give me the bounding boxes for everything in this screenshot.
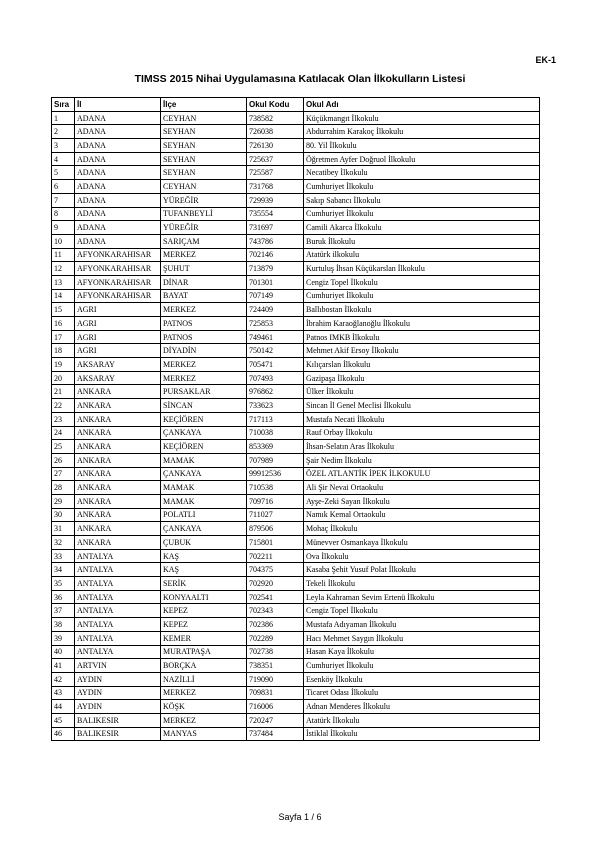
table-row xyxy=(52,604,540,618)
cell-il: AFYONKARAHISAR xyxy=(75,262,161,276)
cell-sira: 32 xyxy=(52,536,75,550)
cell-okul-adi: Gazipaşa İlkokulu xyxy=(304,371,540,385)
cell-okul-kodu: 738351 xyxy=(247,659,304,673)
table-row xyxy=(52,344,540,358)
cell-ilce: KAŞ xyxy=(161,563,247,577)
cell-ilce: ÇUBUK xyxy=(161,536,247,550)
cell-il: ANKARA xyxy=(75,399,161,413)
cell-ilce: YÜREĞİR xyxy=(161,221,247,235)
cell-okul-adi: Mustafa Necati İlkokulu xyxy=(304,412,540,426)
cell-okul-kodu: 707149 xyxy=(247,289,304,303)
cell-okul-adi: Atatürk ilkokulu xyxy=(304,248,540,262)
cell-okul-kodu: 701301 xyxy=(247,275,304,289)
cell-sira: 40 xyxy=(52,645,75,659)
cell-sira: 7 xyxy=(52,193,75,207)
cell-ilce: MERKEZ xyxy=(161,248,247,262)
cell-okul-adi: Cengiz Topel İlkokulu xyxy=(304,604,540,618)
cell-il: ADANA xyxy=(75,193,161,207)
cell-okul-adi: Hacı Mehmet Saygın İlkokulu xyxy=(304,631,540,645)
cell-okul-adi: Cumhuriyet İlkokulu xyxy=(304,207,540,221)
cell-sira: 41 xyxy=(52,659,75,673)
cell-okul-kodu: 709716 xyxy=(247,494,304,508)
cell-sira: 3 xyxy=(52,139,75,153)
cell-okul-adi: Abdurrahim Karakoç İlkokulu xyxy=(304,125,540,139)
table-row xyxy=(52,166,540,180)
table-row xyxy=(52,412,540,426)
table-row xyxy=(52,590,540,604)
cell-sira: 18 xyxy=(52,344,75,358)
cell-okul-adi: Necatibey İlkokulu xyxy=(304,166,540,180)
cell-sira: 15 xyxy=(52,303,75,317)
cell-okul-kodu: 738582 xyxy=(247,111,304,125)
table-row xyxy=(52,440,540,454)
cell-okul-adi: Ali Şir Nevai Ortaokulu xyxy=(304,481,540,495)
table-row xyxy=(52,275,540,289)
table-row xyxy=(52,713,540,727)
cell-sira: 37 xyxy=(52,604,75,618)
table-row xyxy=(52,686,540,700)
cell-okul-kodu: 725853 xyxy=(247,317,304,331)
cell-ilce: MAMAK xyxy=(161,494,247,508)
cell-okul-adi: Sincan İl Genel Meclisi İlkokulu xyxy=(304,399,540,413)
table-row xyxy=(52,289,540,303)
table-row xyxy=(52,248,540,262)
cell-sira: 19 xyxy=(52,358,75,372)
cell-sira: 10 xyxy=(52,234,75,248)
cell-ilce: DİNAR xyxy=(161,275,247,289)
schools-table xyxy=(51,97,540,741)
cell-okul-kodu: 716006 xyxy=(247,700,304,714)
cell-okul-adi: Rauf Orbay İlkokulu xyxy=(304,426,540,440)
cell-il: AGRI xyxy=(75,317,161,331)
cell-sira: 16 xyxy=(52,317,75,331)
cell-il: ADANA xyxy=(75,139,161,153)
table-row xyxy=(52,330,540,344)
cell-ilce: MANYAS xyxy=(161,727,247,741)
cell-il: ADANA xyxy=(75,207,161,221)
cell-il: BALIKESIR xyxy=(75,713,161,727)
table-row xyxy=(52,426,540,440)
cell-sira: 9 xyxy=(52,221,75,235)
cell-il: ADANA xyxy=(75,166,161,180)
cell-il: AKSARAY xyxy=(75,371,161,385)
cell-ilce: MAMAK xyxy=(161,481,247,495)
cell-sira: 46 xyxy=(52,727,75,741)
cell-okul-adi: Cumhuriyet İlkokulu xyxy=(304,180,540,194)
cell-okul-adi: Mohaç İlkokulu xyxy=(304,522,540,536)
cell-il: ANTALYA xyxy=(75,549,161,563)
cell-il: AFYONKARAHISAR xyxy=(75,289,161,303)
cell-ilce: MERKEZ xyxy=(161,713,247,727)
cell-il: ANTALYA xyxy=(75,590,161,604)
cell-sira: 13 xyxy=(52,275,75,289)
cell-il: ANKARA xyxy=(75,494,161,508)
cell-okul-adi: İstiklal İlkokulu xyxy=(304,727,540,741)
cell-okul-kodu: 704375 xyxy=(247,563,304,577)
cell-okul-kodu: 702211 xyxy=(247,549,304,563)
cell-il: ANTALYA xyxy=(75,645,161,659)
cell-okul-kodu: 711027 xyxy=(247,508,304,522)
cell-ilce: KÖŞK xyxy=(161,700,247,714)
cell-ilce: POLATLI xyxy=(161,508,247,522)
cell-ilce: YÜREĞİR xyxy=(161,193,247,207)
cell-ilce: CEYHAN xyxy=(161,180,247,194)
cell-okul-adi: Küçükmangıt İlkokulu xyxy=(304,111,540,125)
cell-okul-kodu: 735554 xyxy=(247,207,304,221)
cell-okul-kodu: 726130 xyxy=(247,139,304,153)
cell-okul-kodu: 729939 xyxy=(247,193,304,207)
cell-okul-adi: Şair Nedim İlkokulu xyxy=(304,453,540,467)
cell-sira: 42 xyxy=(52,672,75,686)
page-title: TIMSS 2015 Nihai Uygulamasına Katılacak Olan İlkokulların Listesi xyxy=(134,73,466,85)
cell-ilce: SARIÇAM xyxy=(161,234,247,248)
cell-okul-kodu: 717113 xyxy=(247,412,304,426)
table-row xyxy=(52,672,540,686)
table-row xyxy=(52,234,540,248)
cell-okul-kodu: 725587 xyxy=(247,166,304,180)
cell-sira: 21 xyxy=(52,385,75,399)
cell-okul-kodu: 750142 xyxy=(247,344,304,358)
cell-okul-kodu: 853369 xyxy=(247,440,304,454)
cell-sira: 8 xyxy=(52,207,75,221)
cell-okul-adi: Ayşe-Zeki Sayan İlkokulu xyxy=(304,494,540,508)
cell-okul-adi: Namık Kemal Ortaokulu xyxy=(304,508,540,522)
cell-okul-adi: Kılıçarslan İlkokulu xyxy=(304,358,540,372)
cell-il: ANKARA xyxy=(75,412,161,426)
header-il: İl xyxy=(75,98,161,112)
table-row xyxy=(52,536,540,550)
cell-sira: 20 xyxy=(52,371,75,385)
table-row xyxy=(52,659,540,673)
cell-okul-adi: Patnos IMKB İlkokulu xyxy=(304,330,540,344)
table-row xyxy=(52,317,540,331)
cell-okul-kodu: 720247 xyxy=(247,713,304,727)
table-row xyxy=(52,494,540,508)
cell-il: ADANA xyxy=(75,125,161,139)
cell-sira: 27 xyxy=(52,467,75,481)
cell-okul-kodu: 705471 xyxy=(247,358,304,372)
cell-il: ANKARA xyxy=(75,522,161,536)
cell-ilce: SEYHAN xyxy=(161,166,247,180)
table-row xyxy=(52,303,540,317)
cell-il: AYDIN xyxy=(75,686,161,700)
cell-il: AGRI xyxy=(75,303,161,317)
cell-ilce: KEÇİÖREN xyxy=(161,412,247,426)
cell-sira: 36 xyxy=(52,590,75,604)
cell-okul-kodu: 737484 xyxy=(247,727,304,741)
cell-sira: 23 xyxy=(52,412,75,426)
cell-ilce: MERKEZ xyxy=(161,686,247,700)
cell-ilce: MERKEZ xyxy=(161,371,247,385)
table-row xyxy=(52,385,540,399)
cell-okul-adi: Ova İlkokulu xyxy=(304,549,540,563)
cell-okul-adi: Sakıp Sabancı İlkokulu xyxy=(304,193,540,207)
cell-okul-adi: Ballıbostan İlkokulu xyxy=(304,303,540,317)
cell-ilce: ŞUHUT xyxy=(161,262,247,276)
table-header-row xyxy=(52,98,540,112)
cell-ilce: KONYAALTI xyxy=(161,590,247,604)
table-row xyxy=(52,358,540,372)
table-row xyxy=(52,549,540,563)
cell-il: ANKARA xyxy=(75,508,161,522)
cell-sira: 17 xyxy=(52,330,75,344)
cell-ilce: KEPEZ xyxy=(161,618,247,632)
cell-okul-kodu: 702738 xyxy=(247,645,304,659)
cell-sira: 31 xyxy=(52,522,75,536)
cell-il: ANKARA xyxy=(75,481,161,495)
cell-okul-adi: Kasaba Şehit Yusuf Polat İlkokulu xyxy=(304,563,540,577)
table-row xyxy=(52,563,540,577)
cell-okul-kodu: 724409 xyxy=(247,303,304,317)
cell-il: ANKARA xyxy=(75,440,161,454)
cell-sira: 25 xyxy=(52,440,75,454)
cell-okul-adi: Mehmet Akif Ersoy İlkokulu xyxy=(304,344,540,358)
cell-ilce: PATNOS xyxy=(161,317,247,331)
cell-ilce: MURATPAŞA xyxy=(161,645,247,659)
cell-okul-kodu: 715801 xyxy=(247,536,304,550)
cell-ilce: SEYHAN xyxy=(161,125,247,139)
cell-okul-adi: Mustafa Adıyaman İlkokulu xyxy=(304,618,540,632)
cell-okul-adi: Öğretmen Ayfer Doğruol İlkokulu xyxy=(304,152,540,166)
cell-okul-kodu: 743786 xyxy=(247,234,304,248)
cell-ilce: ÇANKAYA xyxy=(161,522,247,536)
cell-il: ANKARA xyxy=(75,467,161,481)
table-body xyxy=(52,111,540,741)
cell-okul-adi: İhsan-Selatın Aras İlkokulu xyxy=(304,440,540,454)
table-row xyxy=(52,262,540,276)
cell-ilce: CEYHAN xyxy=(161,111,247,125)
cell-sira: 5 xyxy=(52,166,75,180)
header-okul-adi: Okul Adı xyxy=(304,98,540,112)
cell-il: ADANA xyxy=(75,180,161,194)
cell-ilce: MAMAK xyxy=(161,453,247,467)
cell-il: ANKARA xyxy=(75,426,161,440)
table-row xyxy=(52,522,540,536)
annex-label: EK-1 xyxy=(535,55,556,65)
cell-ilce: PATNOS xyxy=(161,330,247,344)
cell-il: ADANA xyxy=(75,152,161,166)
cell-okul-kodu: 733623 xyxy=(247,399,304,413)
cell-il: ANKARA xyxy=(75,536,161,550)
cell-okul-adi: Tekeli İlkokulu xyxy=(304,577,540,591)
cell-ilce: BORÇKA xyxy=(161,659,247,673)
table-row xyxy=(52,193,540,207)
cell-okul-kodu: 731697 xyxy=(247,221,304,235)
cell-okul-kodu: 710038 xyxy=(247,426,304,440)
cell-ilce: ÇANKAYA xyxy=(161,467,247,481)
table-row xyxy=(52,180,540,194)
cell-okul-kodu: 702541 xyxy=(247,590,304,604)
cell-okul-kodu: 707989 xyxy=(247,453,304,467)
cell-ilce: SEYHAN xyxy=(161,152,247,166)
cell-il: AGRI xyxy=(75,330,161,344)
cell-okul-adi: 80. Yil İlkokulu xyxy=(304,139,540,153)
cell-il: ANTALYA xyxy=(75,563,161,577)
cell-okul-adi: Leyla Kahraman Sevim Ertenü İlkokulu xyxy=(304,590,540,604)
cell-sira: 30 xyxy=(52,508,75,522)
cell-ilce: SİNCAN xyxy=(161,399,247,413)
table-row xyxy=(52,618,540,632)
table-row xyxy=(52,508,540,522)
cell-okul-kodu: 731768 xyxy=(247,180,304,194)
table-row xyxy=(52,727,540,741)
table-row xyxy=(52,152,540,166)
cell-okul-kodu: 976862 xyxy=(247,385,304,399)
cell-ilce: KEPEZ xyxy=(161,604,247,618)
table-row xyxy=(52,481,540,495)
cell-okul-kodu: 710538 xyxy=(247,481,304,495)
table-row xyxy=(52,207,540,221)
cell-sira: 1 xyxy=(52,111,75,125)
table-row xyxy=(52,453,540,467)
cell-sira: 35 xyxy=(52,577,75,591)
cell-il: ANKARA xyxy=(75,453,161,467)
cell-il: ADANA xyxy=(75,221,161,235)
table-row xyxy=(52,631,540,645)
table-row xyxy=(52,700,540,714)
table-row xyxy=(52,577,540,591)
table-row xyxy=(52,139,540,153)
cell-sira: 44 xyxy=(52,700,75,714)
cell-okul-kodu: 719090 xyxy=(247,672,304,686)
cell-okul-kodu: 702289 xyxy=(247,631,304,645)
table-row xyxy=(52,221,540,235)
cell-il: ADANA xyxy=(75,234,161,248)
cell-sira: 39 xyxy=(52,631,75,645)
cell-sira: 29 xyxy=(52,494,75,508)
cell-il: ARTVIN xyxy=(75,659,161,673)
cell-ilce: ÇANKAYA xyxy=(161,426,247,440)
cell-ilce: NAZİLLİ xyxy=(161,672,247,686)
cell-sira: 4 xyxy=(52,152,75,166)
cell-okul-kodu: 707493 xyxy=(247,371,304,385)
cell-il: AKSARAY xyxy=(75,358,161,372)
cell-il: AFYONKARAHISAR xyxy=(75,275,161,289)
table-row xyxy=(52,467,540,481)
cell-sira: 14 xyxy=(52,289,75,303)
cell-okul-kodu: 99912536 xyxy=(247,467,304,481)
cell-okul-adi: Münevver Osmankaya İlkokulu xyxy=(304,536,540,550)
page-footer: Sayfa 1 / 6 xyxy=(278,812,322,822)
cell-il: ANTALYA xyxy=(75,618,161,632)
cell-il: ANTALYA xyxy=(75,631,161,645)
cell-okul-adi: Kurtuluş İhsan Küçükarslan İlkokulu xyxy=(304,262,540,276)
cell-okul-adi: Cumhuriyet İlkokulu xyxy=(304,289,540,303)
cell-ilce: DİYADİN xyxy=(161,344,247,358)
cell-il: ANTALYA xyxy=(75,577,161,591)
cell-okul-kodu: 709831 xyxy=(247,686,304,700)
cell-sira: 24 xyxy=(52,426,75,440)
cell-okul-kodu: 726038 xyxy=(247,125,304,139)
table-row xyxy=(52,371,540,385)
cell-okul-adi: Ticaret Odası İlkokulu xyxy=(304,686,540,700)
cell-okul-adi: Cengiz Topel İlkokulu xyxy=(304,275,540,289)
cell-okul-kodu: 713879 xyxy=(247,262,304,276)
cell-sira: 26 xyxy=(52,453,75,467)
cell-okul-kodu: 749461 xyxy=(247,330,304,344)
cell-okul-kodu: 879506 xyxy=(247,522,304,536)
cell-ilce: MERKEZ xyxy=(161,303,247,317)
cell-il: AYDIN xyxy=(75,672,161,686)
cell-sira: 6 xyxy=(52,180,75,194)
cell-ilce: MERKEZ xyxy=(161,358,247,372)
cell-il: BALIKESIR xyxy=(75,727,161,741)
cell-okul-adi: ÖZEL ATLANTİK İPEK İLKOKULU xyxy=(304,467,540,481)
cell-sira: 38 xyxy=(52,618,75,632)
cell-ilce: PURSAKLAR xyxy=(161,385,247,399)
cell-sira: 2 xyxy=(52,125,75,139)
cell-ilce: SEYHAN xyxy=(161,139,247,153)
header-ilce: İlçe xyxy=(161,98,247,112)
table-row xyxy=(52,125,540,139)
cell-ilce: SERİK xyxy=(161,577,247,591)
cell-sira: 28 xyxy=(52,481,75,495)
table-row xyxy=(52,399,540,413)
header-okul-kodu: Okul Kodu xyxy=(247,98,304,112)
cell-okul-kodu: 702920 xyxy=(247,577,304,591)
cell-il: AYDIN xyxy=(75,700,161,714)
cell-okul-kodu: 702343 xyxy=(247,604,304,618)
cell-il: ANTALYA xyxy=(75,604,161,618)
cell-sira: 22 xyxy=(52,399,75,413)
cell-sira: 11 xyxy=(52,248,75,262)
cell-sira: 43 xyxy=(52,686,75,700)
cell-sira: 34 xyxy=(52,563,75,577)
cell-okul-adi: Camili Akarca İlkokulu xyxy=(304,221,540,235)
cell-okul-kodu: 725637 xyxy=(247,152,304,166)
cell-okul-adi: Adnan Menderes İlkokulu xyxy=(304,700,540,714)
cell-il: AGRI xyxy=(75,344,161,358)
cell-sira: 45 xyxy=(52,713,75,727)
cell-ilce: BAYAT xyxy=(161,289,247,303)
cell-okul-adi: Atatürk İlkokulu xyxy=(304,713,540,727)
cell-sira: 33 xyxy=(52,549,75,563)
cell-ilce: KEMER xyxy=(161,631,247,645)
table-row xyxy=(52,645,540,659)
cell-okul-adi: Buruk İlkokulu xyxy=(304,234,540,248)
cell-ilce: KAŞ xyxy=(161,549,247,563)
cell-ilce: TUFANBEYLİ xyxy=(161,207,247,221)
cell-okul-kodu: 702386 xyxy=(247,618,304,632)
cell-ilce: KEÇİÖREN xyxy=(161,440,247,454)
cell-okul-adi: Ülker İlkokulu xyxy=(304,385,540,399)
cell-okul-adi: Hasan Kaya İlkokulu xyxy=(304,645,540,659)
cell-okul-kodu: 702146 xyxy=(247,248,304,262)
cell-okul-adi: İbrahim Karaoğlanoğlu İlkokulu xyxy=(304,317,540,331)
cell-okul-adi: Esenköy İlkokulu xyxy=(304,672,540,686)
cell-sira: 12 xyxy=(52,262,75,276)
table-row xyxy=(52,111,540,125)
cell-il: ANKARA xyxy=(75,385,161,399)
cell-il: ADANA xyxy=(75,111,161,125)
header-sira: Sıra xyxy=(52,98,75,112)
cell-il: AFYONKARAHISAR xyxy=(75,248,161,262)
cell-okul-adi: Cumhuriyet İlkokulu xyxy=(304,659,540,673)
